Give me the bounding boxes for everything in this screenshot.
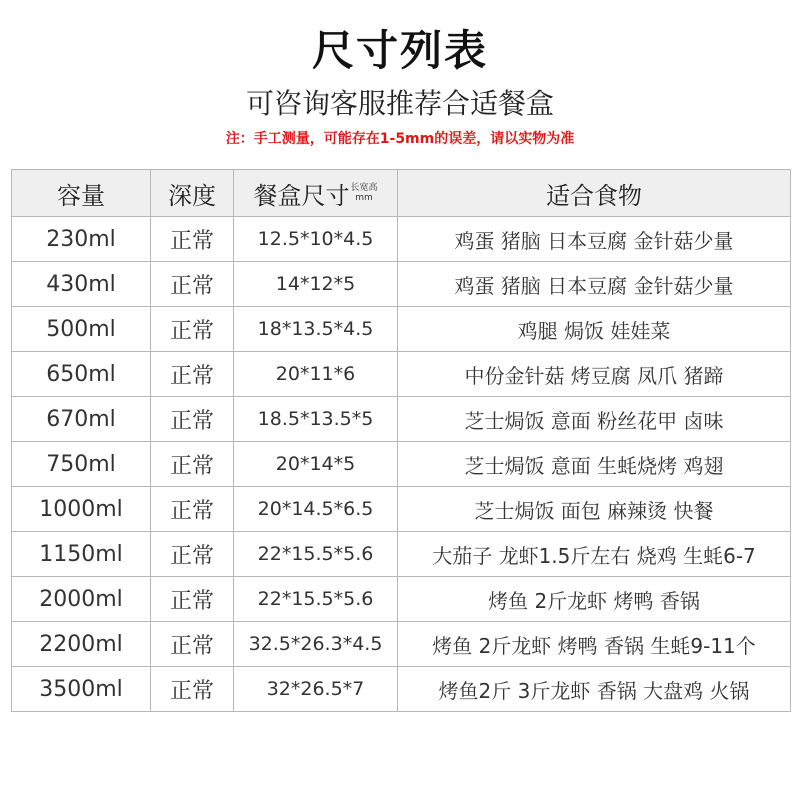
table-row: [12, 307, 791, 352]
size-table: [11, 169, 791, 712]
page-subtitle: 可咨询客服推荐合适餐盒: [245, 87, 554, 120]
cell-size: 18*13.5*4.5: [234, 307, 398, 352]
cell-size: 22*15.5*5.6: [234, 577, 398, 622]
table-row: [12, 217, 791, 262]
cell-food: 烤鱼 2斤龙虾 烤鸭 香锅 生蚝9-11个: [398, 622, 791, 667]
cell-food: 中份金针菇 烤豆腐 凤爪 猪蹄: [398, 352, 791, 397]
cell-depth: 正常: [151, 622, 234, 667]
table-row: [12, 532, 791, 577]
cell-food: 鸡蛋 猪脑 日本豆腐 金针菇少量: [398, 262, 791, 307]
cell-depth: 正常: [151, 307, 234, 352]
cell-capacity: 670ml: [12, 397, 151, 442]
cell-food: 大茄子 龙虾1.5斤左右 烧鸡 生蚝6-7: [398, 532, 791, 577]
cell-size: 20*14.5*6.5: [234, 487, 398, 532]
cell-size: 18.5*13.5*5: [234, 397, 398, 442]
cell-depth: 正常: [151, 577, 234, 622]
table-row: [12, 622, 791, 667]
table-row: [12, 397, 791, 442]
cell-food: 芝士焗饭 意面 生蚝烧烤 鸡翅: [398, 442, 791, 487]
header-depth: 深度: [151, 170, 234, 217]
table-row: [12, 262, 791, 307]
size-unit-top: 长宽高: [350, 183, 378, 193]
cell-food: 芝士焗饭 面包 麻辣烫 快餐: [398, 487, 791, 532]
size-unit-bottom: mm: [355, 193, 373, 203]
table-row: [12, 487, 791, 532]
cell-size: 12.5*10*4.5: [234, 217, 398, 262]
cell-capacity: 750ml: [12, 442, 151, 487]
table-header-row: [12, 170, 791, 217]
cell-depth: 正常: [151, 532, 234, 577]
cell-size: 20*11*6: [234, 352, 398, 397]
table-row: [12, 667, 791, 712]
cell-capacity: 1150ml: [12, 532, 151, 577]
cell-size: 22*15.5*5.6: [234, 532, 398, 577]
cell-capacity: 2000ml: [12, 577, 151, 622]
header-size: [234, 170, 398, 217]
cell-depth: 正常: [151, 262, 234, 307]
measurement-note: 注：手工测量，可能存在1-5mm的误差，请以实物为准: [225, 131, 575, 147]
cell-capacity: 1000ml: [12, 487, 151, 532]
cell-food: 鸡蛋 猪脑 日本豆腐 金针菇少量: [398, 217, 791, 262]
header-food: 适合食物: [398, 170, 791, 217]
cell-size: 32*26.5*7: [234, 667, 398, 712]
page-title: 尺寸列表: [311, 26, 488, 75]
cell-food: 鸡腿 焗饭 娃娃菜: [398, 307, 791, 352]
cell-depth: 正常: [151, 397, 234, 442]
table-row: [12, 442, 791, 487]
cell-capacity: 2200ml: [12, 622, 151, 667]
cell-depth: 正常: [151, 217, 234, 262]
cell-size: 14*12*5: [234, 262, 398, 307]
cell-depth: 正常: [151, 667, 234, 712]
cell-capacity: 430ml: [12, 262, 151, 307]
cell-depth: 正常: [151, 352, 234, 397]
cell-capacity: 500ml: [12, 307, 151, 352]
table-row: [12, 577, 791, 622]
cell-capacity: 230ml: [12, 217, 151, 262]
cell-capacity: 650ml: [12, 352, 151, 397]
cell-capacity: 3500ml: [12, 667, 151, 712]
size-unit-label: [350, 183, 377, 203]
cell-food: 芝士焗饭 意面 粉丝花甲 卤味: [398, 397, 791, 442]
cell-size: 32.5*26.3*4.5: [234, 622, 398, 667]
cell-depth: 正常: [151, 442, 234, 487]
cell-food: 烤鱼 2斤龙虾 烤鸭 香锅: [398, 577, 791, 622]
cell-depth: 正常: [151, 487, 234, 532]
table-row: [12, 352, 791, 397]
header-size-label: 餐盒尺寸: [253, 181, 350, 210]
cell-size: 20*14*5: [234, 442, 398, 487]
header-capacity: 容量: [12, 170, 151, 217]
cell-food: 烤鱼2斤 3斤龙虾 香锅 大盘鸡 火锅: [398, 667, 791, 712]
